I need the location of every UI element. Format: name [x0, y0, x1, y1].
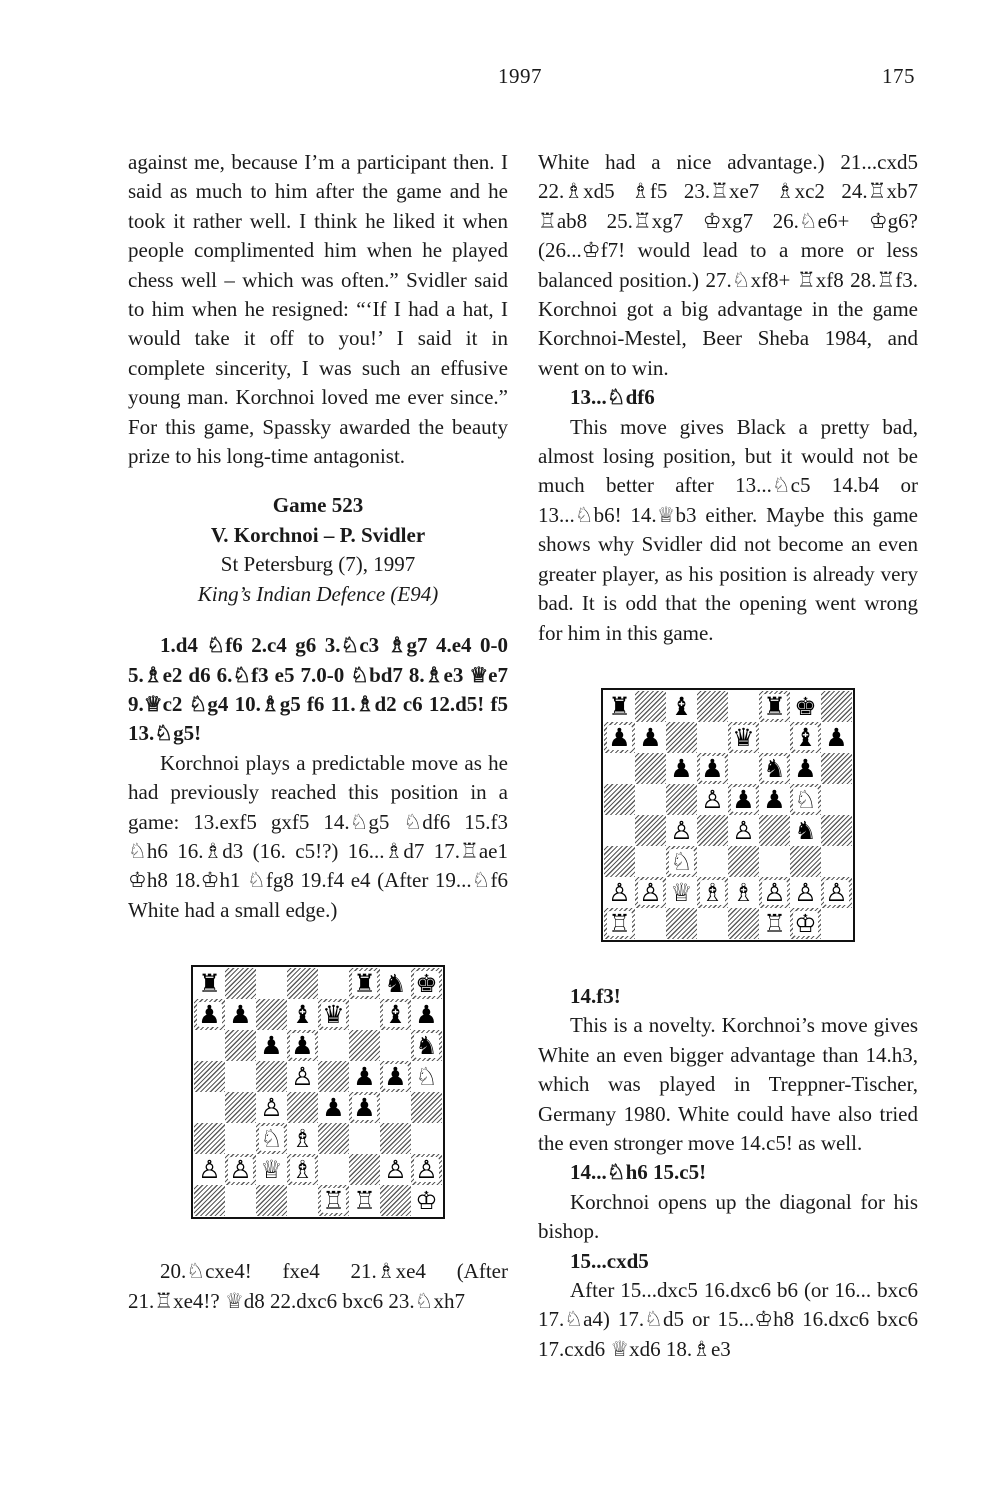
board-square	[194, 1185, 225, 1216]
board-square	[318, 1123, 349, 1154]
chess-piece-icon: ♖	[763, 908, 786, 938]
board-square	[697, 908, 728, 939]
chess-piece-icon: ♟	[229, 1000, 252, 1030]
board-square	[635, 815, 666, 846]
chess-piece-icon: ♟	[670, 753, 693, 783]
board-square	[349, 1030, 380, 1061]
board-square	[635, 753, 666, 784]
move-heading: 14...♘h6 15.c5!	[570, 1160, 707, 1185]
chess-piece-icon: ♘	[415, 1062, 438, 1092]
board-square	[225, 1185, 256, 1216]
board-square	[411, 1123, 442, 1154]
board-square	[604, 691, 635, 722]
board-square	[256, 1154, 287, 1185]
board-square	[635, 722, 666, 753]
board-square	[666, 784, 697, 815]
chess-piece-icon: ♘	[260, 1124, 283, 1154]
commentary-paragraph: Korchnoi plays a predictable move as he had previously reached this position in a game: 13.exf5 gxf5 14.♘g5 ♘df6 15.f3 ♘h6 16.♗d3 (16. c5!?) 16...♗d7 17.♖ae1 ♔h8 18.♔h1 ♘fg8 19.f4 e4 (After 19...♘f6 White had a small edge.)	[128, 750, 508, 922]
board-square	[666, 691, 697, 722]
chess-piece-icon: ♙	[701, 784, 724, 814]
board-square	[349, 1154, 380, 1185]
chess-piece-icon: ♗	[291, 1155, 314, 1185]
chess-piece-icon: ♜	[763, 691, 786, 721]
chess-piece-icon: ♖	[322, 1186, 345, 1216]
commentary-paragraph: Korchnoi opens up the diagonal for his bishop.	[538, 1189, 918, 1244]
board-square	[194, 999, 225, 1030]
chess-piece-icon: ♟	[701, 753, 724, 783]
chess-piece-icon: ♟	[608, 722, 631, 752]
board-square	[666, 877, 697, 908]
board-square	[790, 753, 821, 784]
chess-piece-icon: ♟	[384, 1062, 407, 1092]
board-square	[411, 1061, 442, 1092]
board-square	[790, 691, 821, 722]
board-square	[635, 846, 666, 877]
main-line-moves: 1.d4 ♘f6 2.c4 g6 3.♘c3 ♗g7 4.e4 0-0 5.♗e2 d6 6.♘f3 e5 7.0-0 ♘bd7 8.♗e3 ♕e7 9.♕c2 ♘g4 10.♗g5 f6 11.♗d2 c6 12.d5! f5 13.♘g5!	[128, 633, 508, 746]
chess-piece-icon: ♕	[260, 1155, 283, 1185]
board-square	[604, 815, 635, 846]
board-square	[411, 999, 442, 1030]
board-square	[728, 753, 759, 784]
board-square	[728, 908, 759, 939]
game-heading	[128, 491, 508, 609]
chess-piece-icon: ♟	[353, 1093, 376, 1123]
board-square	[256, 1185, 287, 1216]
running-head-year: 1997	[498, 64, 542, 88]
board-square	[287, 999, 318, 1030]
commentary-paragraph: This move gives Black a pretty bad, almost losing position, but it would not be much better after 13...♘c5 14.b4 or 13...♘b6! 14.♕b3 either. Maybe this game shows why Svidler did not become an even greater player, as his position is already very bad. It is odd that the opening went wrong for him in this game.	[538, 414, 918, 645]
chess-piece-icon: ♙	[639, 877, 662, 907]
chess-piece-icon: ♝	[291, 1000, 314, 1030]
chess-piece-icon: ♝	[670, 691, 693, 721]
commentary-paragraph: White had a nice advantage.) 21...cxd5 22.♗xd5 ♗f5 23.♖xe7 ♗xc2 24.♖xb7 ♖ab8 25.♖xg7 ♔xg7 26.♘e6+ ♔g6? (26...♔f7! would lead to a more or less balanced position.) 27.♘xf8+ ♖xf8 28.♖f3. Korchnoi got a big advantage in the game Korchnoi-Mestel, Beer Sheba 1984, and went on to win.	[538, 150, 918, 380]
chess-piece-icon: ♟	[825, 722, 848, 752]
chess-piece-icon: ♟	[639, 722, 662, 752]
chess-piece-icon: ♚	[794, 691, 817, 721]
chess-piece-icon: ♘	[670, 846, 693, 876]
board-square	[225, 1154, 256, 1185]
chess-piece-icon: ♚	[415, 969, 438, 999]
board-square	[666, 815, 697, 846]
game-number: Game 523	[272, 493, 364, 518]
board-square	[759, 846, 790, 877]
chess-piece-icon: ♞	[763, 753, 786, 783]
board-square	[821, 846, 852, 877]
game-players: V. Korchnoi – P. Svidler	[210, 522, 426, 547]
board-square	[287, 968, 318, 999]
board-square	[287, 1092, 318, 1123]
board-square	[318, 968, 349, 999]
board-square	[604, 846, 635, 877]
chess-piece-icon: ♖	[353, 1186, 376, 1216]
chess-piece-icon: ♔	[794, 908, 817, 938]
chess-piece-icon: ♙	[384, 1155, 407, 1185]
board-square	[349, 1092, 380, 1123]
board-square	[604, 877, 635, 908]
chess-piece-icon: ♙	[763, 877, 786, 907]
board-square	[790, 722, 821, 753]
chess-piece-icon: ♙	[198, 1155, 221, 1185]
chess-piece-icon: ♟	[763, 784, 786, 814]
board-square	[256, 1092, 287, 1123]
chess-piece-icon: ♞	[384, 969, 407, 999]
chess-piece-icon: ♝	[384, 1000, 407, 1030]
commentary-paragraph: After 15...dxc5 16.dxc6 b6 (or 16... bxc6 17.♘a4) 17.♘d5 or 15...♔h8 16.dxc6 bxc6 17.cxd6 ♕xd6 18.♗e3	[538, 1277, 918, 1361]
board-square	[349, 968, 380, 999]
board-square	[349, 1185, 380, 1216]
board-square	[821, 908, 852, 939]
chess-piece-icon: ♜	[198, 969, 221, 999]
board-square	[225, 1123, 256, 1154]
board-square	[728, 722, 759, 753]
board-square	[790, 846, 821, 877]
board-square	[604, 722, 635, 753]
board-square	[380, 1030, 411, 1061]
chess-piece-icon: ♙	[291, 1062, 314, 1092]
board-square	[666, 722, 697, 753]
board-square	[256, 968, 287, 999]
board-square	[349, 999, 380, 1030]
chess-piece-icon: ♗	[701, 877, 724, 907]
board-square	[225, 968, 256, 999]
chess-piece-icon: ♙	[229, 1155, 252, 1185]
chess-piece-icon: ♞	[794, 815, 817, 845]
chess-piece-icon: ♔	[415, 1186, 438, 1216]
board-square	[380, 1154, 411, 1185]
move-heading: 15...cxd5	[570, 1248, 649, 1273]
chess-piece-icon: ♙	[825, 877, 848, 907]
board-square	[411, 1185, 442, 1216]
chess-piece-icon: ♞	[415, 1031, 438, 1061]
board-square	[380, 1185, 411, 1216]
board-square	[194, 1123, 225, 1154]
chess-piece-icon: ♟	[322, 1093, 345, 1123]
board-square	[318, 1061, 349, 1092]
board-square	[728, 691, 759, 722]
board-square	[697, 846, 728, 877]
board-square	[256, 1030, 287, 1061]
board-square	[666, 753, 697, 784]
board-square	[225, 1030, 256, 1061]
board-square	[759, 784, 790, 815]
game-opening: King’s Indian Defence (E94)	[197, 581, 439, 606]
board-square	[759, 877, 790, 908]
chess-piece-icon: ♕	[670, 877, 693, 907]
chess-piece-icon: ♛	[732, 722, 755, 752]
board-square	[194, 1061, 225, 1092]
board-square	[318, 1185, 349, 1216]
board-square	[790, 908, 821, 939]
board-square	[411, 1154, 442, 1185]
board-square	[194, 968, 225, 999]
chess-diagram-right	[601, 688, 855, 942]
board-square	[697, 784, 728, 815]
chess-piece-icon: ♗	[291, 1124, 314, 1154]
chess-piece-icon: ♜	[353, 969, 376, 999]
board-square	[728, 877, 759, 908]
board-square	[318, 1030, 349, 1061]
board-square	[635, 877, 666, 908]
board-square	[287, 1154, 318, 1185]
board-square	[604, 753, 635, 784]
board-square	[790, 784, 821, 815]
chess-piece-icon: ♟	[415, 1000, 438, 1030]
board-square	[287, 1030, 318, 1061]
board-square	[697, 722, 728, 753]
board-square	[790, 815, 821, 846]
chess-piece-icon: ♝	[794, 722, 817, 752]
move-heading: 13...♘df6	[570, 385, 655, 410]
board-square	[759, 753, 790, 784]
chess-piece-icon: ♟	[353, 1062, 376, 1092]
chess-piece-icon: ♖	[608, 908, 631, 938]
game-event: St Petersburg (7), 1997	[220, 552, 416, 577]
page-number: 175	[882, 64, 915, 88]
board-square	[256, 1061, 287, 1092]
board-square	[287, 1185, 318, 1216]
chess-diagram-left	[191, 965, 445, 1219]
board-square	[225, 999, 256, 1030]
board-square	[380, 1092, 411, 1123]
board-square	[287, 1123, 318, 1154]
board-square	[411, 1092, 442, 1123]
board-square	[821, 722, 852, 753]
board-square	[697, 877, 728, 908]
chess-piece-icon: ♙	[608, 877, 631, 907]
chess-piece-icon: ♛	[322, 1000, 345, 1030]
board-square	[821, 877, 852, 908]
intro-paragraph: against me, because I’m a participant then. I said as much to him after the game and he took it rather well. I think he liked it when people complimented him when he played chess well – which was often.” Svidler said to him when he resigned: “‘If I had a hat, I would take it off to you!’ I said it in complete sincerity, I was such an effusive young man. Korchnoi loved me ever since.” For this game, Spassky awarded the beauty prize to his long-time antagonist.	[128, 150, 508, 469]
board-square	[604, 908, 635, 939]
chess-piece-icon: ♙	[260, 1093, 283, 1123]
board-square	[194, 1092, 225, 1123]
board-square	[604, 784, 635, 815]
board-square	[380, 968, 411, 999]
right-column	[538, 148, 918, 1364]
board-square	[697, 753, 728, 784]
commentary-paragraph: 20.♘cxe4! fxe4 21.♗xe4 (After 21.♖xe4!? ♕d8 22.dxc6 bxc6 23.♘xh7	[128, 1259, 508, 1313]
board-square	[821, 784, 852, 815]
board-square	[318, 1154, 349, 1185]
board-square	[256, 1123, 287, 1154]
board-square	[759, 908, 790, 939]
board-square	[635, 908, 666, 939]
board-square	[411, 1030, 442, 1061]
board-square	[194, 1030, 225, 1061]
board-square	[380, 999, 411, 1030]
board-square	[318, 999, 349, 1030]
board-square	[728, 846, 759, 877]
board-square	[759, 722, 790, 753]
chess-piece-icon: ♙	[794, 877, 817, 907]
board-square	[349, 1061, 380, 1092]
board-square	[728, 784, 759, 815]
board-square	[349, 1123, 380, 1154]
chess-piece-icon: ♙	[670, 815, 693, 845]
board-square	[225, 1092, 256, 1123]
move-heading: 14.f3!	[570, 983, 621, 1008]
chess-piece-icon: ♘	[794, 784, 817, 814]
board-square	[318, 1092, 349, 1123]
board-square	[728, 815, 759, 846]
board-square	[666, 846, 697, 877]
chess-piece-icon: ♙	[732, 815, 755, 845]
board-square	[697, 815, 728, 846]
chess-piece-icon: ♟	[794, 753, 817, 783]
chess-piece-icon: ♟	[291, 1031, 314, 1061]
board-square	[821, 753, 852, 784]
board-square	[821, 815, 852, 846]
commentary-paragraph: This is a novelty. Korchnoi’s move gives White an even bigger advantage than 14.h3, which was played in Treppner-Tischer, Germany 1980. White could have also tried the even stronger move 14.c5! as well.	[538, 1013, 918, 1155]
chess-piece-icon: ♟	[732, 784, 755, 814]
board-square	[635, 784, 666, 815]
board-square	[411, 968, 442, 999]
board-square	[225, 1061, 256, 1092]
board-square	[635, 691, 666, 722]
chess-piece-icon: ♗	[732, 877, 755, 907]
chess-piece-icon: ♟	[198, 1000, 221, 1030]
board-square	[759, 815, 790, 846]
board-square	[821, 691, 852, 722]
chess-piece-icon: ♜	[608, 691, 631, 721]
board-square	[194, 1154, 225, 1185]
board-square	[287, 1061, 318, 1092]
board-square	[790, 877, 821, 908]
board-square	[666, 908, 697, 939]
board-square	[380, 1123, 411, 1154]
board-square	[697, 691, 728, 722]
chess-piece-icon: ♟	[260, 1031, 283, 1061]
board-square	[759, 691, 790, 722]
chess-piece-icon: ♙	[415, 1155, 438, 1185]
board-square	[380, 1061, 411, 1092]
left-column	[128, 148, 508, 1316]
board-square	[256, 999, 287, 1030]
